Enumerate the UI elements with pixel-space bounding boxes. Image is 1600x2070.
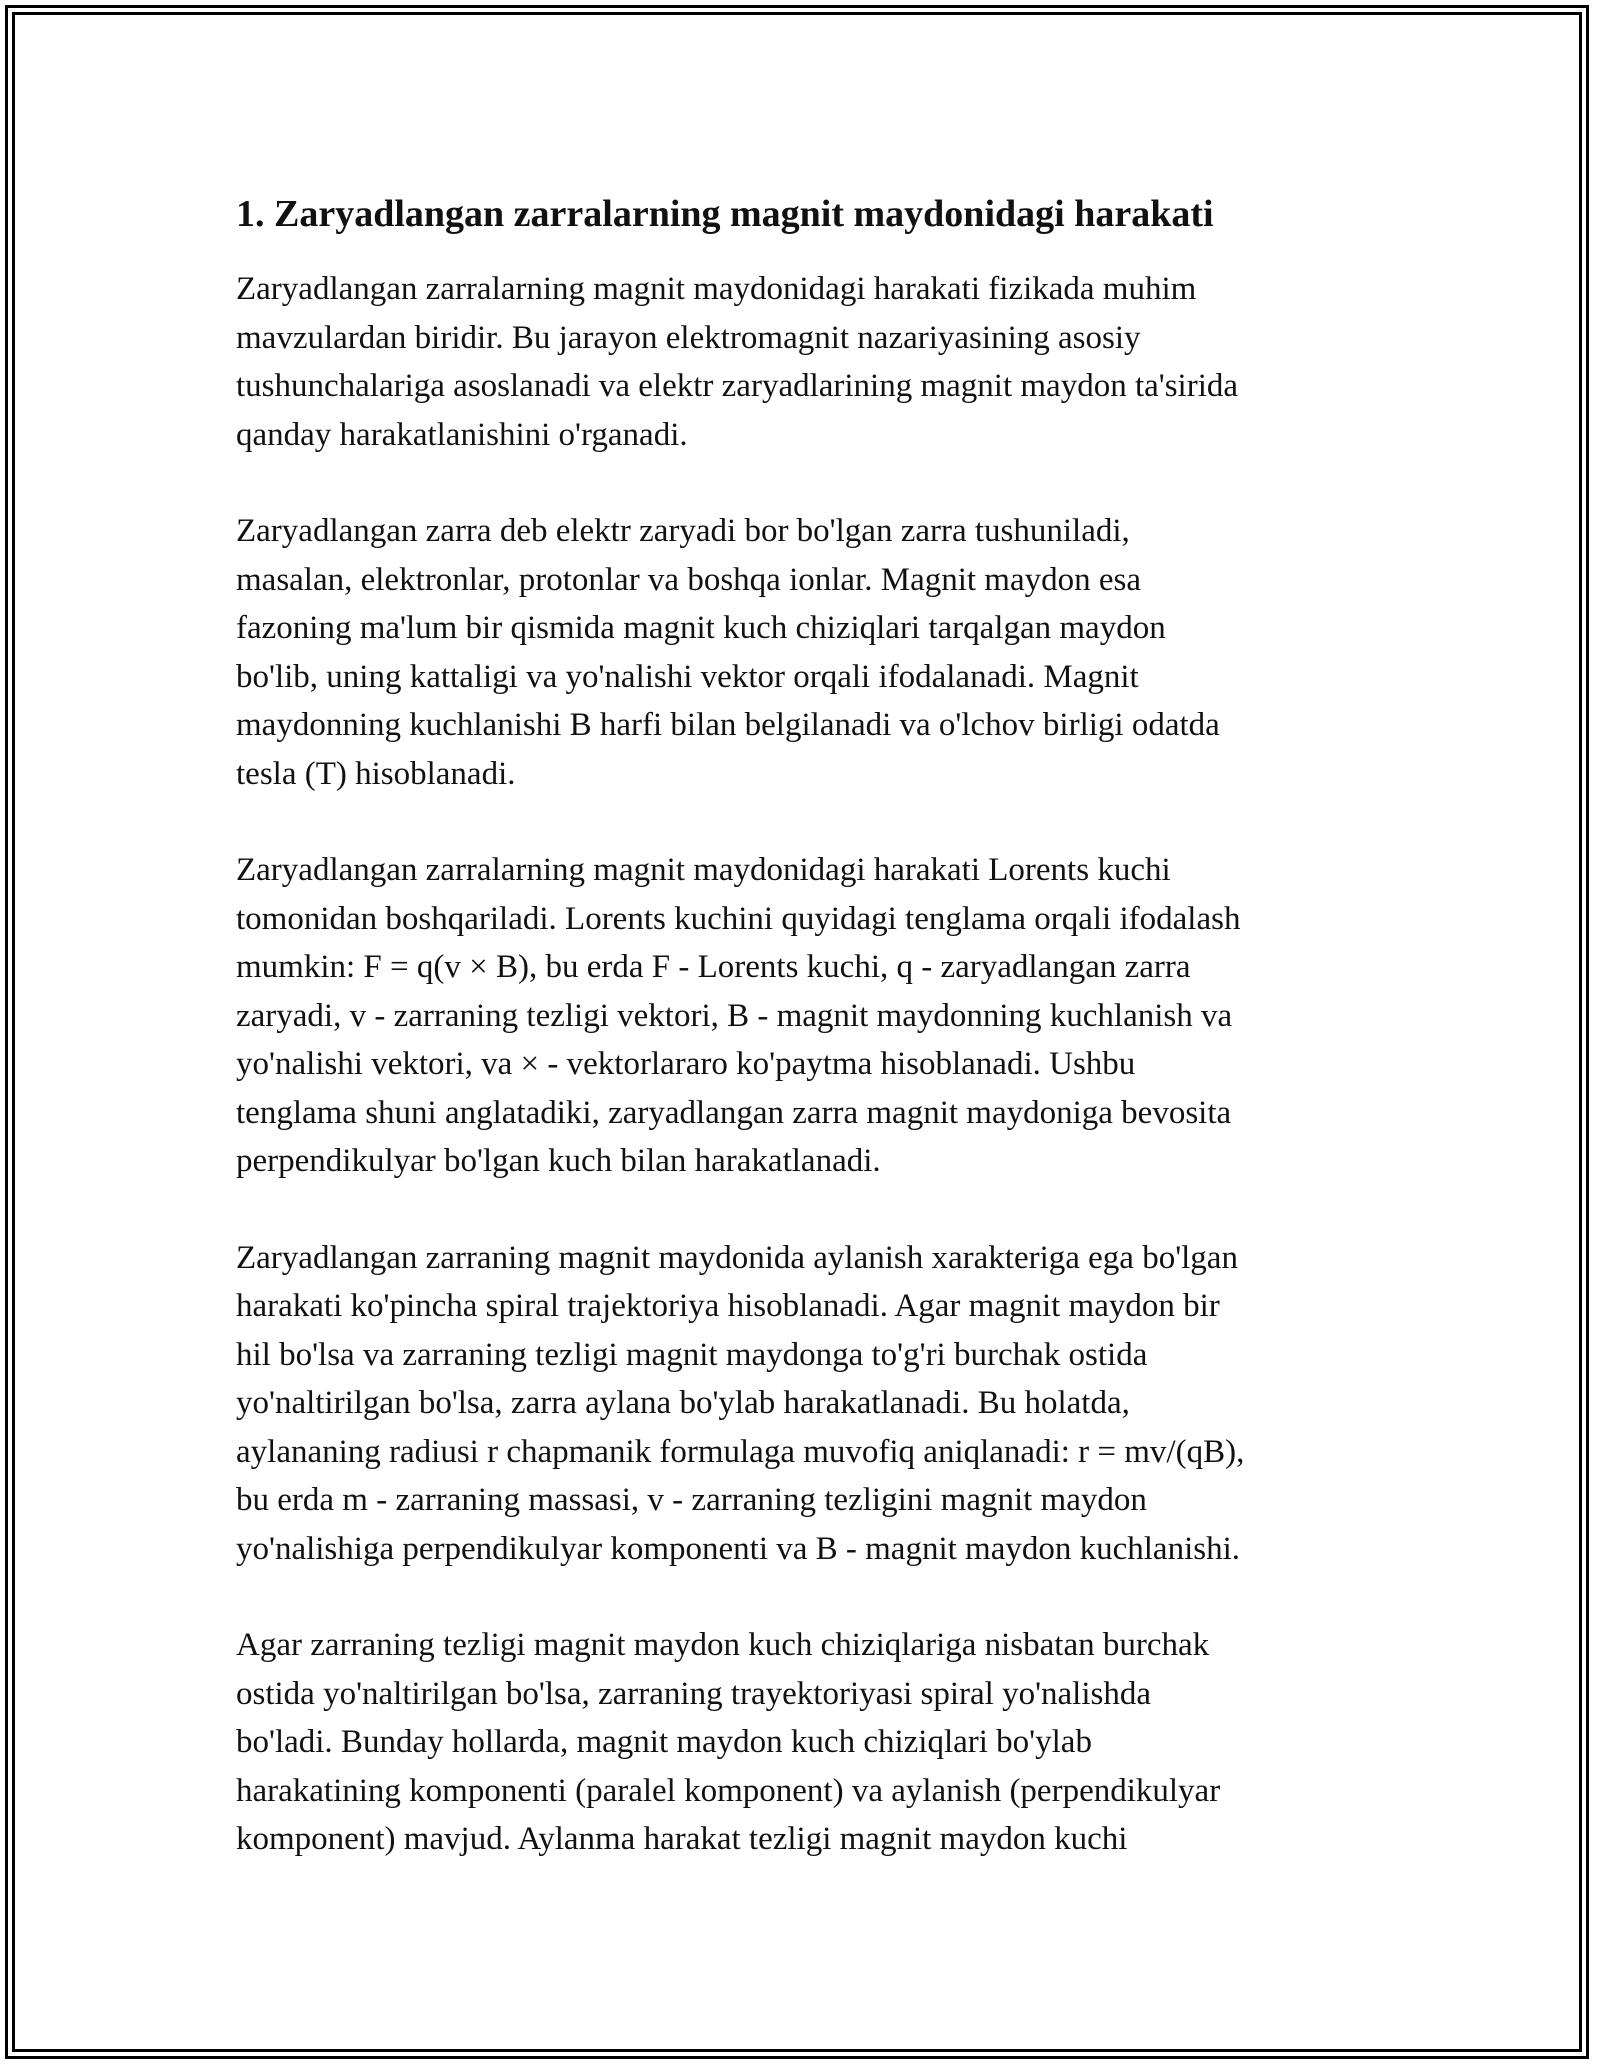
paragraph-1 [236,265,1366,459]
text-line: harakatining komponenti (paralel komponent) va aylanish (perpendikulyar [236,1772,1221,1809]
text-line: harakati ko'pincha spiral trajektoriya hisoblanadi. Agar magnit maydon bir [236,1288,1220,1324]
paragraph-2 [236,507,1366,798]
text-line: tomonidan boshqariladi. Lorents kuchini quyidagi tenglama orqali ifodalash [236,900,1241,937]
text-line: perpendikulyar bo'lgan kuch bilan harakatlanadi. [236,1143,881,1179]
text-line: Zaryadlangan zarra deb elektr zaryadi bor bo'lgan zarra tushuniladi, [236,513,1130,549]
text-line: yo'nalishi vektori, va × - vektorlararo ko'paytma hisoblanadi. Ushbu [236,1046,1136,1082]
section-heading: 1. Zaryadlangan zarralarning magnit maydonidagi harakati [236,193,1214,235]
text-line: bo'ladi. Bunday hollarda, magnit maydon kuch chiziqlari bo'ylab [236,1724,1092,1760]
text-line: maydonning kuchlanishi B harfi bilan belgilanadi va o'lchov birligi odatda [236,707,1220,743]
text-line: yo'naltirilgan bo'lsa, zarra aylana bo'ylab harakatlanadi. Bu holatda, [236,1385,1130,1421]
paragraph-3 [236,846,1366,1186]
text-line: Zaryadlangan zarralarning magnit maydonidagi harakati fizikada muhim [236,271,1197,307]
paragraph-5 [236,1621,1366,1864]
text-line: tushunchalariga asoslanadi va elektr zaryadlarining magnit maydon ta'sirida [236,368,1239,404]
document-body [236,186,1366,1912]
text-line: Zaryadlangan zarraning magnit maydonida aylanish xarakteriga ega bo'lgan [236,1239,1238,1276]
text-line: tenglama shuni anglatadiki, zaryadlangan zarra magnit maydoniga bevosita [236,1094,1232,1131]
text-line: yo'nalishiga perpendikulyar komponenti va B - magnit maydon kuchlanishi. [236,1530,1241,1567]
text-line: tesla (T) hisoblanadi. [236,755,516,792]
text-line: fazoning ma'lum bir qismida magnit kuch chiziqlari tarqalgan maydon [236,610,1166,646]
text-line: mavzulardan biridir. Bu jarayon elektromagnit nazariyasining asosiy [236,319,1141,356]
paragraph-4 [236,1234,1366,1574]
text-line: aylananing radiusi r chapmanik formulaga muvofiq aniqlanadi: r = mv/(qB), [236,1433,1245,1470]
text-line: bu erda m - zarraning massasi, v - zarraning tezligini magnit maydon [236,1482,1147,1518]
text-line: Zaryadlangan zarralarning magnit maydonidagi harakati Lorents kuchi [236,852,1171,888]
text-line: ostida yo'naltirilgan bo'lsa, zarraning trayektoriyasi spiral yo'nalishda [236,1675,1152,1712]
text-line: hil bo'lsa va zarraning tezligi magnit maydonga to'g'ri burchak ostida [236,1336,1148,1373]
text-line: mumkin: F = q(v × B), bu erda F - Lorents kuchi, q - zaryadlangan zarra [236,949,1191,985]
text-line: Agar zarraning tezligi magnit maydon kuch chiziqlariga nisbatan burchak [236,1627,1210,1663]
text-line: bo'lib, uning kattaligi va yo'nalishi vektor orqali ifodalanadi. Magnit [236,658,1139,695]
text-line: qanday harakatlanishini o'rganadi. [236,416,688,453]
text-line: masalan, elektronlar, protonlar va boshqa ionlar. Magnit maydon esa [236,561,1142,598]
text-line: komponent) mavjud. Aylanma harakat tezligi magnit maydon kuchi [236,1821,1128,1857]
text-line: zaryadi, v - zarraning tezligi vektori, B - magnit maydonning kuchlanish va [236,997,1233,1034]
